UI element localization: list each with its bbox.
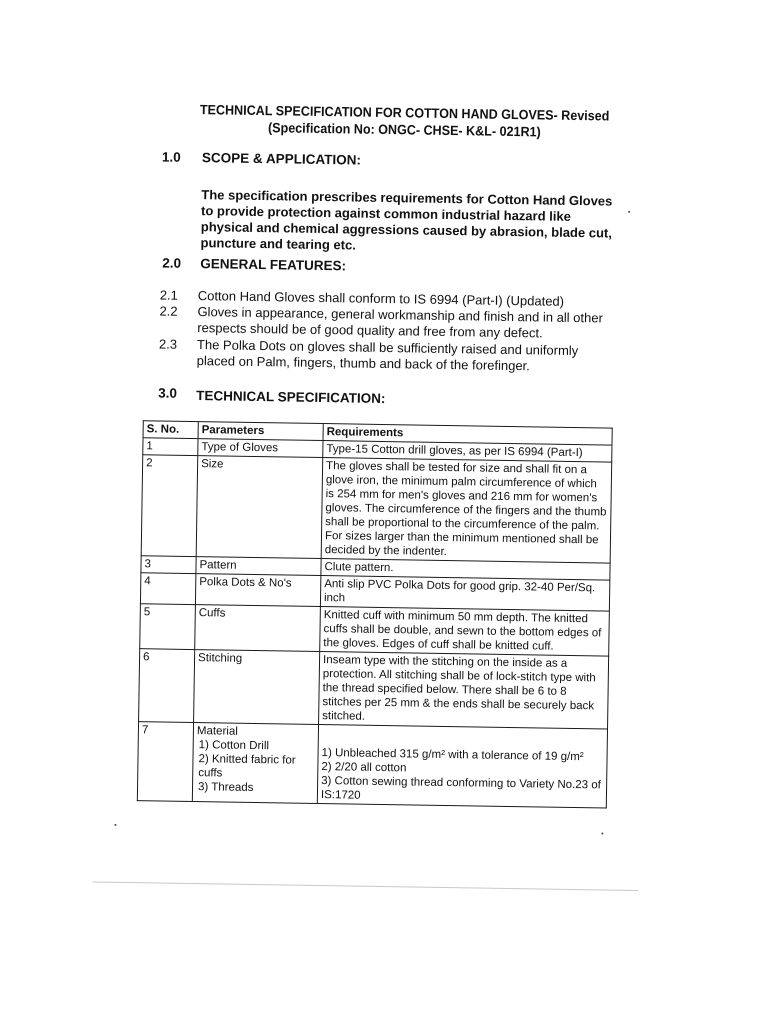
item-2-1-number: 2.1	[159, 287, 178, 303]
material-param-item: 1) Cotton Drill	[198, 739, 270, 753]
item-2-3-text: The Polka Dots on gloves shall be sufficiently raised and uniformly placed on Palm, fingers, thumb and back of the forefinger.	[196, 337, 579, 373]
row-parameter: Pattern	[196, 557, 321, 576]
material-requirement-cell	[317, 725, 607, 809]
row-sno: 7	[137, 722, 193, 802]
material-param-list	[196, 738, 315, 796]
scan-speck	[628, 211, 630, 213]
section-1-body: The specification prescribes requirements for Cotton Hand Gloves to provide protection against common industrial hazard like physical and chemical aggressions caused by abrasion, blade cut, puncture and tearing etc.	[200, 187, 613, 253]
row-requirement: Type-15 Cotton drill gloves, as per IS 6994 (Part-I)	[323, 441, 612, 463]
header-requirements: Requirements	[323, 424, 612, 446]
table-row	[139, 649, 609, 729]
row-requirement: Knitted cuff with minimum 50 mm depth. The knitted cuffs shall be double, and sewn to the bottom edges of the gloves. Edges of cuff shall be knitted cuff.	[320, 607, 610, 657]
row-requirement: Clute pattern.	[321, 559, 610, 581]
title-line-1: TECHNICAL SPECIFICATION FOR COTTON HAND GLOVES- Revised	[199, 102, 610, 124]
item-2-2-number: 2.2	[159, 303, 178, 319]
material-req-item: 1) Unbleached 315 g/m² with a tolerance of 19 g/m²	[321, 747, 584, 764]
material-req-list	[321, 746, 604, 806]
row-sno: 4	[140, 573, 195, 605]
row-requirement: Anti slip PVC Polka Dots for good grip. 32-40 Per/Sq. inch	[320, 576, 609, 612]
scan-speck	[114, 824, 116, 826]
section-2-heading: GENERAL FEATURES:	[200, 256, 347, 274]
section-3-number: 3.0	[158, 385, 178, 401]
spec-table	[137, 420, 613, 808]
scan-divider-line	[93, 881, 639, 891]
title-line-2: (Specification No: ONGC- CHSE- K&L- 021R1)	[267, 120, 541, 140]
table-row-material	[137, 722, 607, 808]
header-sno: S. No.	[143, 421, 198, 439]
document-title	[172, 101, 637, 142]
row-sno: 6	[139, 649, 195, 723]
row-requirement: The gloves shall be tested for size and shall fit on a glove iron, the minimum palm circumference of which is 254 mm for men's gloves and 216 mm for women's gloves. The circumference of the fingers and the thumb shall be proportional to the circumference of the palm. For sizes larger than the minimum mentioned shall be decided by the indenter.	[321, 458, 612, 564]
row-parameter: Cuffs	[195, 605, 321, 652]
row-parameter: Polka Dots & No's	[195, 574, 320, 607]
section-1-heading: SCOPE & APPLICATION:	[201, 150, 362, 168]
material-req-item: 3) Cotton sewing thread conforming to Variety No.23 of IS:1720	[320, 775, 601, 802]
item-2-3-number: 2.3	[158, 336, 178, 352]
table-row	[141, 455, 612, 563]
material-param-item: 2) Knitted fabric for cuffs	[198, 753, 296, 780]
header-parameters: Parameters	[198, 422, 323, 441]
section-3-heading: TECHNICAL SPECIFICATION:	[196, 388, 386, 407]
material-req-item: 2) 2/20 all cotton	[321, 761, 407, 775]
material-parameter-cell	[192, 723, 318, 804]
section-2-number: 2.0	[162, 255, 182, 271]
row-requirement: Inseam type with the stitching on the inside as a protection. All stitching shall be of lock-stitch type with the thread specified below. There shall be 6 to 8 stitches per 25 mm & the ends shall be securely back stitched.	[319, 652, 609, 730]
item-2-1-text: Cotton Hand Gloves shall conform to IS 6994 (Part-I) (Updated)	[197, 288, 565, 309]
row-sno: 1	[143, 438, 198, 456]
row-sno: 2	[141, 455, 198, 557]
row-sno: 5	[140, 604, 196, 650]
material-title: Material	[196, 725, 238, 738]
row-sno: 3	[141, 556, 196, 574]
row-parameter: Size	[196, 456, 323, 559]
item-2-2-text: Gloves in appearance, general workmanship and finish and in all other respects should be of good quality and free from any defect.	[197, 304, 604, 340]
material-param-item: 3) Threads	[197, 781, 254, 794]
section-1-number: 1.0	[161, 149, 181, 165]
row-parameter: Stitching	[194, 650, 320, 725]
table-row	[140, 604, 610, 656]
row-parameter: Type of Gloves	[198, 439, 323, 458]
scan-speck	[601, 832, 603, 834]
